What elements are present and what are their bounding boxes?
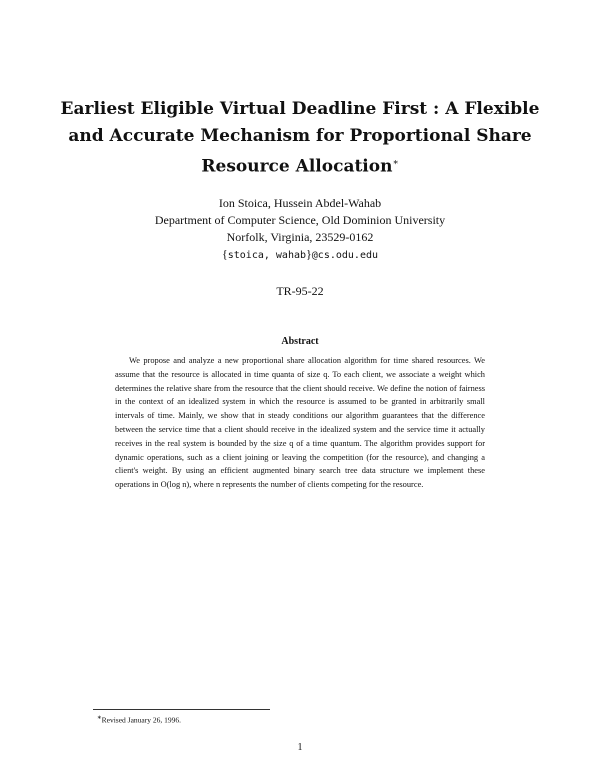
email-user-names: stoica, wahab [227,250,307,261]
email-brace-open: { [221,247,228,261]
author-address: Norfolk, Virginia, 23529-0162 [226,230,374,244]
author-email [60,246,540,264]
author-block [60,195,540,264]
abstract-heading: Abstract [281,336,319,347]
footnote-mark: ∗ [97,715,102,721]
report-number: TR-95-22 [276,284,324,298]
abstract-text: We propose and analyze a new proportional share allocation algorithm for time shared resources. We assume that the resource is allocated in time quanta of size q. To each client, we associate a weight which determines the relative share from the resource that the client should receive. We define the notion of fairness in the context of an idealized system in which the resource is assumed to be granted in arbitrarily small intervals of time. Mainly, we show that in steady conditions our algorithm guarantees that the difference between the service time that a client should receive in the idealized system and the service time it actually receives in the real system is bounded by the size q of a time quantum. The algorithm provides support for dynamic operations, such as a client joining or leaving the competition (for the resource), and changing a client's weight. By using an efficient augmented binary search tree data structure we implement these operations in O(log n), where n represents the number of clients competing for the resource. [115,356,485,490]
footnote-text: Revised January 26, 1996. [101,715,181,725]
email-brace-close: } [306,247,312,261]
paper-title-text: Earliest Eligible Virtual Deadline First : A Flexible and Accurate Mechanism for Proportional Share Resource Allocation [60,99,540,177]
footnote [97,713,397,726]
title-footnote-mark: ∗ [392,158,399,168]
author-names: Ion Stoica, Hussein Abdel-Wahab [218,196,382,210]
email-domain: @cs.odu.edu [311,250,379,261]
page-number: 1 [297,742,303,753]
paper-title [60,96,540,181]
author-affiliation: Department of Computer Science, Old Dominion University [154,213,446,227]
footnote-divider [93,709,270,710]
